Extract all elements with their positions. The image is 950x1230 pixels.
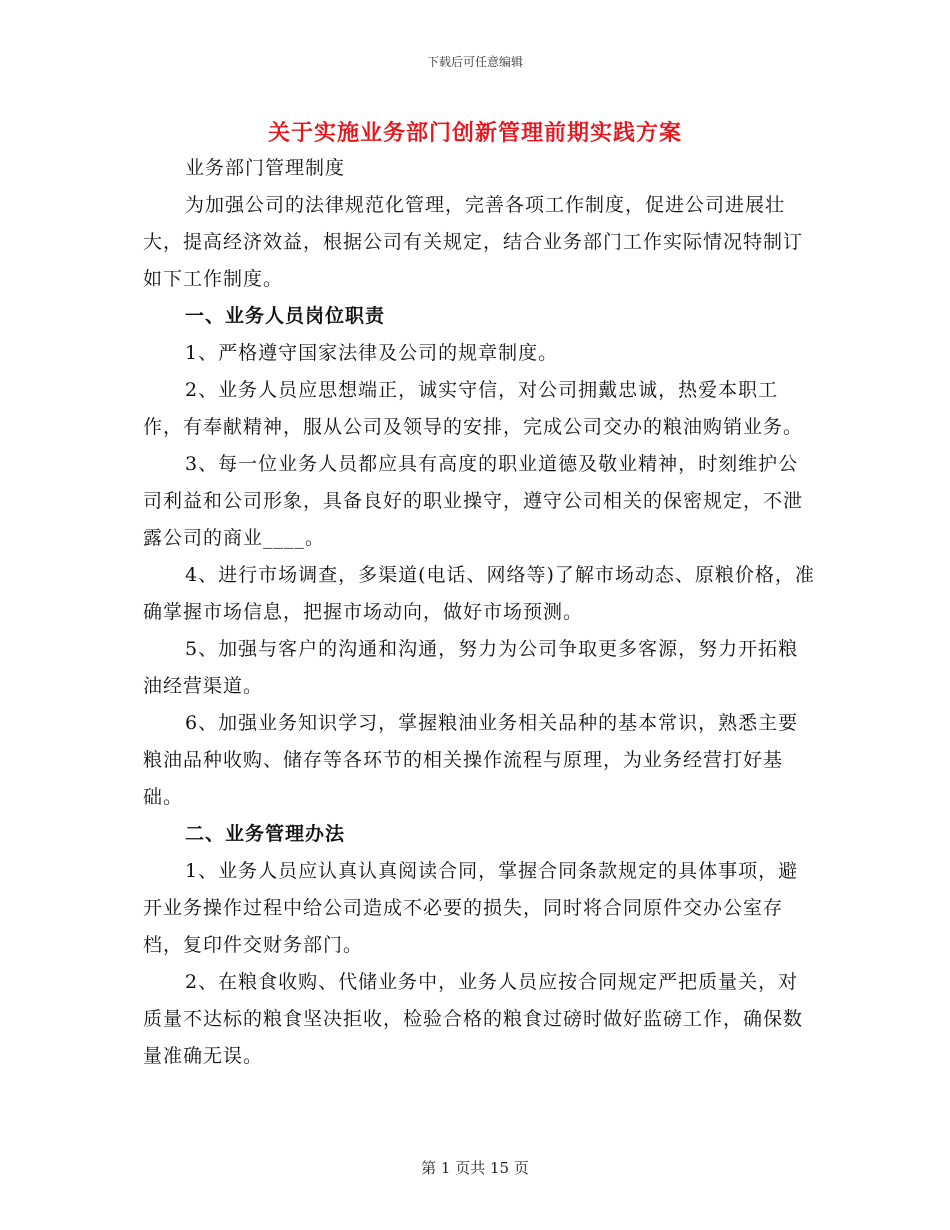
paragraph: 4、进行市场调查，多渠道(电话、网络等)了解市场动态、原粮价格，准确掌握市场信息，把握市场动向，做好市场预测。 — [143, 564, 815, 623]
paragraph: 1、业务人员应认真认真阅读合同，掌握合同条款规定的具体事项，避开业务操作过程中给公司造成不必要的损失，同时将合同原件交办公室存档，复印件交财务部门。 — [143, 860, 799, 956]
document-title: 关于实施业务部门创新管理前期实践方案 — [267, 121, 682, 146]
paragraph: 业务部门管理制度 — [185, 157, 346, 179]
section-heading: 二、业务管理办法 — [185, 823, 346, 845]
page-footer: 第 1 页共 15 页 — [421, 1159, 529, 1177]
paragraph: 5、加强与客户的沟通和沟通，努力为公司争取更多客源，努力开拓粮油经营渠道。 — [143, 638, 799, 697]
paragraph: 3、每一位业务人员都应具有高度的职业道德及敬业精神，时刻维护公司利益和公司形象，具备良好的职业操守，遵守公司相关的保密规定，不泄露公司的商业____。 — [143, 453, 804, 549]
paragraph: 2、在粮食收购、代储业务中，业务人员应按合同规定严把质量关，对质量不达标的粮食坚决拒收，检验合格的粮食过磅时做好监磅工作，确保数量准确无误。 — [143, 971, 804, 1067]
paragraph: 为加强公司的法律规范化管理，完善各项工作制度，促进公司进展壮大，提高经济效益，根据公司有关规定，结合业务部门工作实际情况特制订如下工作制度。 — [143, 194, 804, 290]
paragraph: 2、业务人员应思想端正，诚实守信，对公司拥戴忠诚，热爱本职工作，有奉献精神，服从公司及领导的安排，完成公司交办的粮油购销业务。 — [143, 379, 804, 438]
header-note: 下载后可任意编辑 — [426, 55, 523, 69]
paragraph: 1、严格遵守国家法律及公司的规章制度。 — [185, 342, 559, 364]
document-body — [143, 150, 815, 1075]
paragraph: 6、加强业务知识学习，掌握粮油业务相关品种的基本常识，熟悉主要粮油品种收购、储存等各环节的相关操作流程与原理，为业务经营打好基础。 — [143, 712, 799, 808]
section-heading: 一、业务人员岗位职责 — [185, 305, 386, 327]
